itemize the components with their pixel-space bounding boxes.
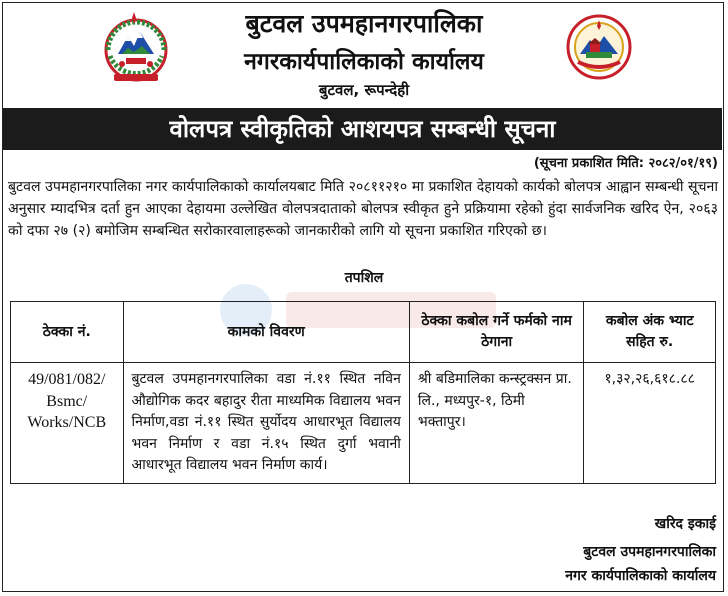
bidder-name-address: श्री बडिमालिका कन्स्ट्रक्सन प्रा. लि., मध्यपुर-१, ठिमी भक्तापुर। [409,363,583,484]
signature-office: नगर कार्यपालिकाको कार्यालय [565,568,716,584]
signature-unit: खरिद इकाई [654,516,716,532]
work-description: बुटवल उपमहानगरपालिका वडा नं.११ स्थित नविन औद्योगिक कदर बहादुर रीता माध्यमिक विद्यालय भवन निर्माण,वडा नं.११ स्थित सुर्योदय आधारभूत विद्यालय भवन निर्माण र वडा नं.१५ स्थित दुर्गा भवानी आधारभूत विद्यालय भवन निर्माण कार्य। [123,363,409,484]
office-location: बुटवल, रूपन्देही [318,81,410,99]
column-header-amount: कबोल अंक भ्याट सहित रु. [584,302,716,363]
bid-amount: १,३२,२६,६१८.८८ [584,363,716,484]
table-title: तपशिल [344,270,384,286]
notice-title: वोलपत्र स्वीकृतिको आशयपत्र सम्बन्धी सूचना [3,108,722,150]
office-name: नगरकार्यपालिकाको कार्यालय [244,49,484,75]
intro-paragraph: बुटवल उपमहानगरपालिका नगर कार्यपालिकाको कार्यालयबाट मिति २०८११२१० मा प्रकाशित देहायको कार्यको बोलपत्र आह्वान सम्बन्धी सूचना अनुसार म्यादभित्र दर्ता हुन आएका देहायमा उल्लेखित वोलपत्रदाताको बोलपत्र स्वीकृत हुने प्रक्रियामा रहेको हुंदा सार्वजनिक खरिद ऐन, २०६३ को दफा २७ (२) बमोजिम सम्बन्धित सरोकारवालाहरूको जानकारीको लागि यो सूचना प्रकाशित गरिएको छ। [8,179,718,239]
bid-table [10,301,716,484]
table-row [11,363,716,484]
column-header-ref: ठेक्का नं. [11,302,124,363]
column-header-description: कामको विवरण [123,302,409,363]
column-header-bidder: ठेक्का कबोल गर्ने फर्मको नाम ठेगाना [409,302,583,363]
publish-date: (सूचना प्रकाशित मिति: २०८२/०१/१९) [533,156,718,171]
contract-number: 49/081/082/ Bsmc/ Works/NCB [11,363,124,484]
table-header-row [11,302,716,363]
municipality-name: बुटवल उपमहानगरपालिका [245,9,483,38]
signature-org: बुटवल उपमहानगरपालिका [583,544,716,560]
